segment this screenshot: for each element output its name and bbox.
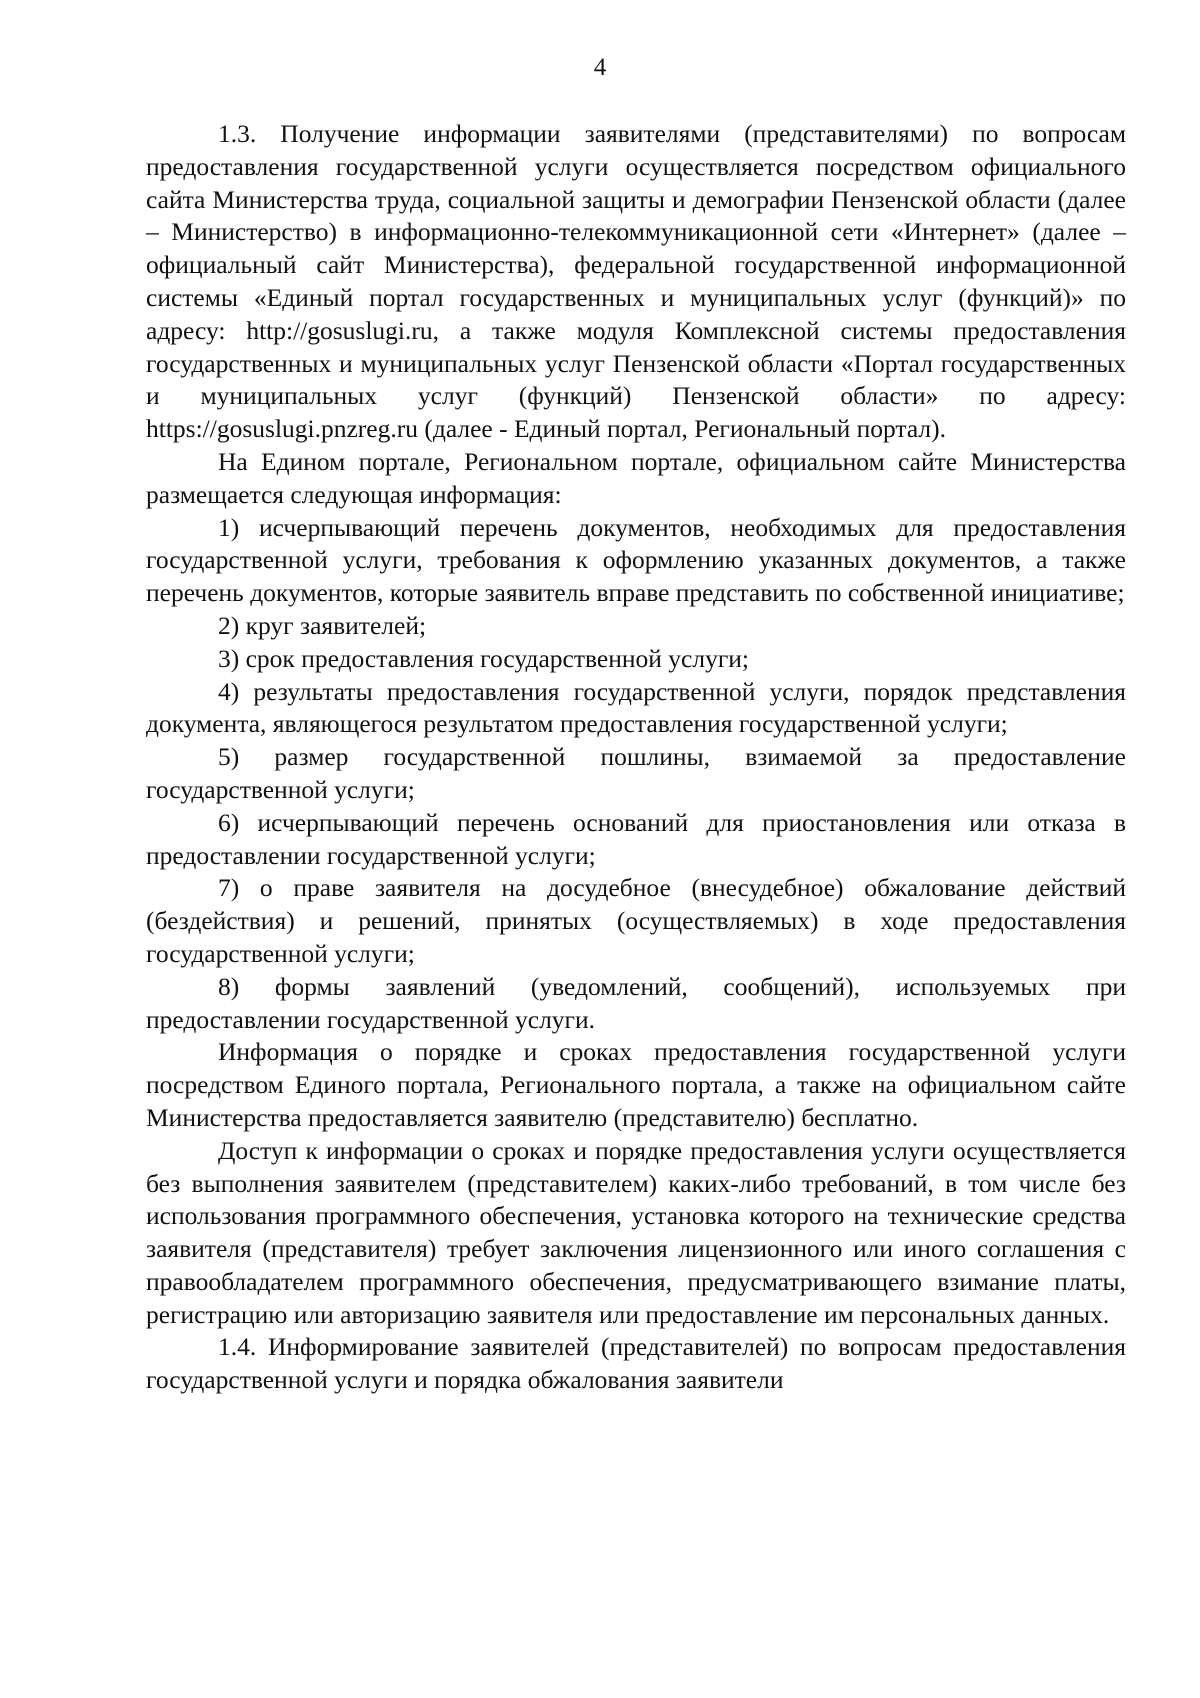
list-item-1: 1) исчерпывающий перечень документов, необходимых для предоставления государственной услуги, требования к оформлению указанных документов, а также перечень документов, которые заявитель вправе представить по собственной инициативе;: [146, 512, 1126, 608]
list-item-7: 7) о праве заявителя на досудебное (внесудебное) обжалование действий (бездействия) и решений, принятых (осуществляемых) в ходе предоставления государственной услуги;: [146, 873, 1126, 968]
list-item-4: 4) результаты предоставления государственной услуги, порядок представления документа, являющегося результатом предоставления государственной услуги;: [146, 676, 1126, 739]
list-item-3: 3) срок предоставления государственной услуги;: [218, 643, 750, 673]
paragraph-access: Доступ к информации о сроках и порядке предоставления услуги осуществляется без выполнения заявителем (представителем) каких-либо требований, в том числе без использования программного обеспечения, установка которого на технические средства заявителя (представителя) требует заключения лицензионного или иного соглашения с правообладателем программного обеспечения, предусматривающего взимание платы, регистрацию или авторизацию заявителя или предоставление им персональных данных.: [146, 1135, 1126, 1329]
document-body: [146, 118, 1126, 1397]
paragraph-1-3: 1.3. Получение информации заявителями (представителями) по вопросам предоставления государственной услуги осуществляется посредством официального сайта Министерства труда, социальной защиты и демографии Пензенской области (далее – Министерство) в информационно-телекоммуникационной сети «Интернет» (далее – официальный сайт Министерства), федеральной государственной информационной системы «Единый портал государственных и муниципальных услуг (функций)» по адресу: http://gosuslugi.ru, а также модуля Комплексной системы предоставления государственных и муниципальных услуг Пензенской области «Портал государственных и муниципальных услуг (функций) Пензенской области» по адресу: https://gosuslugi.pnzreg.ru (далее - Единый портал, Региональный портал).: [146, 119, 1126, 444]
list-item-5: 5) размер государственной пошлины, взимаемой за предоставление государственной услуги;: [146, 742, 1126, 804]
paragraph-free-info: Информация о порядке и сроках предоставления государственной услуги посредством Единого портала, Регионального портала, а также на официальном сайте Министерства предоставляется заявителю (представителю) бесплатно.: [146, 1037, 1126, 1132]
page-number: 4: [593, 54, 607, 81]
list-item-2: 2) круг заявителей;: [218, 610, 427, 640]
paragraph-portal-info: На Едином портале, Региональном портале, официальном сайте Министерства размещается следующая информация:: [146, 446, 1126, 509]
list-item-6: 6) исчерпывающий перечень оснований для приостановления или отказа в предоставлении государственной услуги;: [146, 807, 1126, 870]
paragraph-1-4: 1.4. Информирование заявителей (представителей) по вопросам предоставления государственной услуги и порядка обжалования заявители: [146, 1332, 1126, 1395]
list-item-8: 8) формы заявлений (уведомлений, сообщений), используемых при предоставлении государственной услуги.: [146, 971, 1126, 1034]
